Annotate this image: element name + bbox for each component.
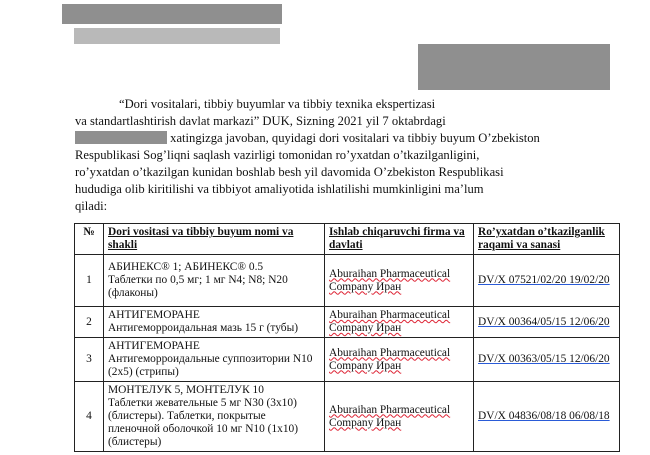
table-row bbox=[75, 382, 620, 452]
letter-line: “Dori vositalari, tibbiy buyumlar va tibbiy texnika ekspertizasi bbox=[119, 97, 436, 111]
cell-number: 1 bbox=[75, 255, 104, 307]
cell-product-name: АНТИГЕМОРАНЕ Антигеморроидальные суппозитории N10 (2x5) (стрипы) bbox=[104, 338, 325, 382]
registration-table bbox=[74, 223, 620, 452]
letter-line: hududiga olib kiritilishi va tibbiyot amaliyotida ishlatilishi mumkinligini ma’lum bbox=[75, 182, 484, 196]
cell-manufacturer: Aburaihan Pharmaceutical Company Иран bbox=[325, 255, 474, 307]
table-row bbox=[75, 255, 620, 307]
letter-paragraph bbox=[75, 96, 615, 215]
cell-registration: DV/X 04836/08/18 06/08/18 bbox=[474, 382, 620, 452]
redacted-recipient-block bbox=[418, 44, 610, 90]
header-manufacturer: Ishlab chiqaruvchi firma va davlati bbox=[325, 224, 474, 255]
letter-line: xatingizga javoban, quyidagi dori vositalari va tibbiy buyum O’zbekiston bbox=[75, 130, 615, 147]
table-header-row bbox=[75, 224, 620, 255]
cell-product-name: АНТИГЕМОРАНЕ Антигеморроидальная мазь 15 г (тубы) bbox=[104, 307, 325, 338]
letter-line: Respublikasi Sog’liqni saqlash vazirligi tomonidan ro’yxatdan o’tkazilganligini, bbox=[75, 148, 480, 162]
cell-manufacturer: Aburaihan Pharmaceutical Company Иран bbox=[325, 307, 474, 338]
redacted-header-line-1 bbox=[62, 4, 282, 24]
cell-number: 2 bbox=[75, 307, 104, 338]
letter-line: va standartlashtirish davlat markazi” DUK, Sizning 2021 yil 7 oktabrdagi bbox=[75, 114, 446, 128]
cell-product-name: МОНТЕЛУК 5, МОНТЕЛУК 10 Таблетки жевательные 5 мг N30 (3x10) (блистеры). Таблетки, покрытые пленочной оболочкой 10 мг N10 (1x10) (блистеры) bbox=[104, 382, 325, 452]
cell-number: 4 bbox=[75, 382, 104, 452]
letter-line: ro’yxatdan o’tkazilgan kunidan boshlab besh yil davomida O’zbekiston Respublikasi bbox=[75, 165, 504, 179]
letter-line: qiladi: bbox=[75, 199, 108, 213]
header-registration: Ro’yxatdan o’tkazilganlik raqami va sanasi bbox=[474, 224, 620, 255]
header-number: № bbox=[75, 224, 104, 255]
redacted-reference bbox=[75, 131, 167, 144]
cell-number: 3 bbox=[75, 338, 104, 382]
cell-manufacturer: Aburaihan Pharmaceutical Company Иран bbox=[325, 382, 474, 452]
cell-manufacturer: Aburaihan Pharmaceutical Company Иран bbox=[325, 338, 474, 382]
cell-registration: DV/X 00363/05/15 12/06/20 bbox=[474, 338, 620, 382]
table-row bbox=[75, 338, 620, 382]
cell-registration: DV/X 07521/02/20 19/02/20 bbox=[474, 255, 620, 307]
header-product-name: Dori vositasi va tibbiy buyum nomi va shakli bbox=[104, 224, 325, 255]
cell-product-name: АБИНЕКС® 1; АБИНЕКС® 0.5 Таблетки по 0,5 мг; 1 мг N4; N8; N20 (флаконы) bbox=[104, 255, 325, 307]
redacted-header-line-2 bbox=[74, 28, 280, 44]
table-row bbox=[75, 307, 620, 338]
cell-registration: DV/X 00364/05/15 12/06/20 bbox=[474, 307, 620, 338]
